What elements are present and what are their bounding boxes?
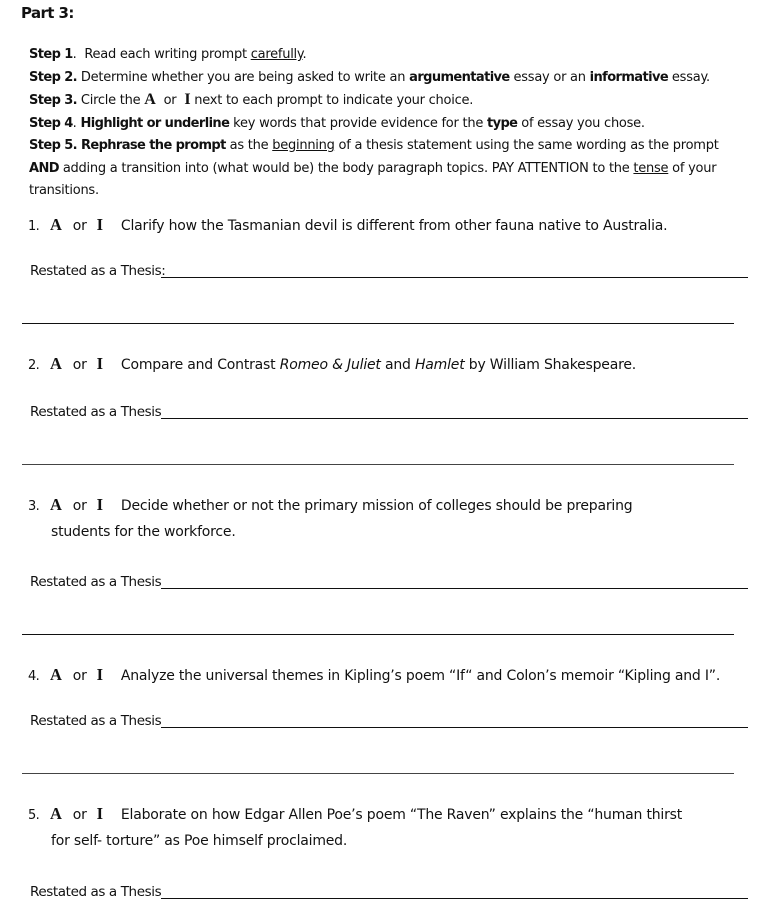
step-3: Step 3. Circle the A or I next to each prompt to indicate your choice.	[29, 91, 474, 108]
prompt-text: Compare and Contrast	[120, 357, 280, 373]
prompt-number: 5.	[28, 808, 40, 823]
step-label: Step 2.	[29, 69, 78, 85]
step-1: Step 1. Read each writing prompt carefully.	[29, 47, 307, 62]
letter-a: A	[144, 91, 156, 108]
prompt-number: 1.	[28, 219, 40, 234]
thesis-line-2[interactable]	[22, 323, 734, 324]
underlined-word: tense	[633, 160, 669, 176]
step-label: Step 4	[29, 115, 73, 131]
step-5-cont: AND adding a transition into (what would be) the body paragraph topics. PAY ATTENTION to the tense of your	[29, 160, 717, 176]
prompt-number: 2.	[28, 358, 40, 373]
choice-a[interactable]: A	[50, 665, 62, 684]
step-2: Step 2. Determine whether you are being asked to write an argumentative essay or an informative essay.	[29, 69, 710, 85]
thesis-label: Restated as a Thesis	[30, 884, 162, 900]
prompt-3: 3. A or I Decide whether or not the primary mission of colleges should be preparing students for the workforce.	[28, 495, 633, 540]
prompt-text: Decide whether or not the primary mission of colleges should be preparing	[120, 498, 633, 514]
title-italic: Romeo & Juliet	[279, 357, 381, 373]
choice-i[interactable]: I	[96, 354, 103, 373]
thesis-label: Restated as a Thesis	[30, 574, 162, 590]
prompt-4: 4. A or I Analyze the universal themes in Kipling’s poem “If“ and Colon’s memoir “Kipling and I”.	[28, 665, 721, 684]
thesis-line[interactable]	[161, 588, 748, 589]
prompt-number: 3.	[28, 499, 40, 514]
choice-i[interactable]: I	[96, 665, 103, 684]
thesis-line[interactable]	[161, 277, 748, 278]
thesis-line-2[interactable]	[22, 464, 734, 465]
thesis-line[interactable]	[161, 898, 748, 899]
underlined-word: carefully	[250, 47, 303, 62]
bold-word: type	[486, 115, 518, 131]
choice-i[interactable]: I	[96, 215, 103, 234]
choice-a[interactable]: A	[50, 215, 62, 234]
prompt-5: 5. A or I Elaborate on how Edgar Allen Poe’s poem “The Raven” explains the “human thirst for self- torture” as Poe himself proclaimed.	[28, 804, 683, 849]
prompt-1: 1. A or I Clarify how the Tasmanian devil is different from other fauna native to Australia.	[28, 215, 668, 234]
thesis-line-2[interactable]	[22, 634, 734, 635]
bold-word: argumentative	[409, 69, 510, 85]
thesis-line[interactable]	[161, 418, 748, 419]
thesis-line-2[interactable]	[22, 773, 734, 774]
prompt-text: Elaborate on how Edgar Allen Poe’s poem “The Raven” explains the “human thirst	[120, 807, 683, 823]
prompt-number: 4.	[28, 669, 40, 684]
prompt-text-cont: for self- torture” as Poe himself proclaimed.	[51, 833, 348, 849]
choice-a[interactable]: A	[50, 354, 62, 373]
step-label: Step 3.	[29, 93, 78, 108]
prompt-2: 2. A or I Compare and Contrast Romeo & Juliet and Hamlet by William Shakespeare.	[28, 354, 636, 373]
step-label: Step 1	[29, 47, 73, 62]
thesis-label: Restated as a Thesis	[30, 404, 162, 420]
bold-word: informative	[589, 69, 669, 85]
underlined-word: beginning	[272, 138, 335, 153]
step-4: Step 4. Highlight or underline key words that provide evidence for the type of essay you chose.	[29, 115, 645, 131]
step-label: Step 5.	[29, 138, 78, 153]
step-5-end: transitions.	[29, 183, 99, 198]
thesis-line[interactable]	[161, 727, 748, 728]
letter-i: I	[184, 91, 191, 108]
prompt-text: Clarify how the Tasmanian devil is different from other fauna native to Australia.	[120, 218, 668, 234]
part-title: Part 3:	[21, 4, 74, 22]
thesis-label: Restated as a Thesis	[30, 713, 162, 729]
prompt-text: Analyze the universal themes in Kipling’s poem “If“ and Colon’s memoir “Kipling and I”.	[120, 668, 721, 684]
instructions	[29, 44, 719, 203]
choice-i[interactable]: I	[96, 495, 103, 514]
choice-i[interactable]: I	[96, 804, 103, 823]
step-5: Step 5. Rephrase the prompt as the beginning of a thesis statement using the same wording as the prompt	[29, 138, 719, 153]
choice-a[interactable]: A	[50, 495, 62, 514]
thesis-label: Restated as a Thesis:	[30, 263, 166, 279]
choice-a[interactable]: A	[50, 804, 62, 823]
prompt-text-cont: students for the workforce.	[51, 524, 236, 540]
title-italic: Hamlet	[414, 357, 465, 373]
